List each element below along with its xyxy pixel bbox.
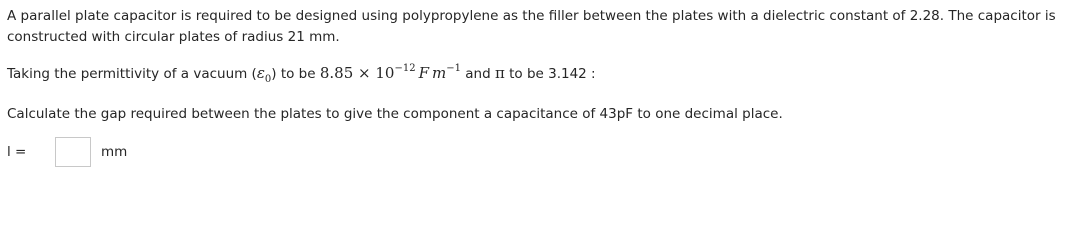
answer-unit: mm [101,144,128,160]
epsilon-symbol: $\varepsilon_0$ [256,64,272,85]
question-task: Calculate the gap required between the plates to give the component a capacitance of 43pF to one decimal place. [7,106,783,122]
pi-symbol: π [494,64,505,82]
permittivity-statement [7,62,1064,91]
permittivity-prefix: Taking the permittivity of a vacuum ( [7,66,257,82]
answer-label: l = [7,144,27,160]
gap-answer-input[interactable] [55,137,91,167]
pi-prefix: and [460,66,495,82]
permittivity-value: $8.85 \times 10^{-12}$ F $m^{-1}$ [319,63,461,82]
question-intro: A parallel plate capacitor is required to be designed using polypropylene as the filler between the plates with a dielectric constant of 2.28. The capacitor is constructed with circular plates of radius 21 mm. [7,8,1056,45]
permittivity-mid: ) to be [271,66,320,82]
answer-row [7,137,127,167]
pi-suffix: to be 3.142 : [504,66,596,82]
